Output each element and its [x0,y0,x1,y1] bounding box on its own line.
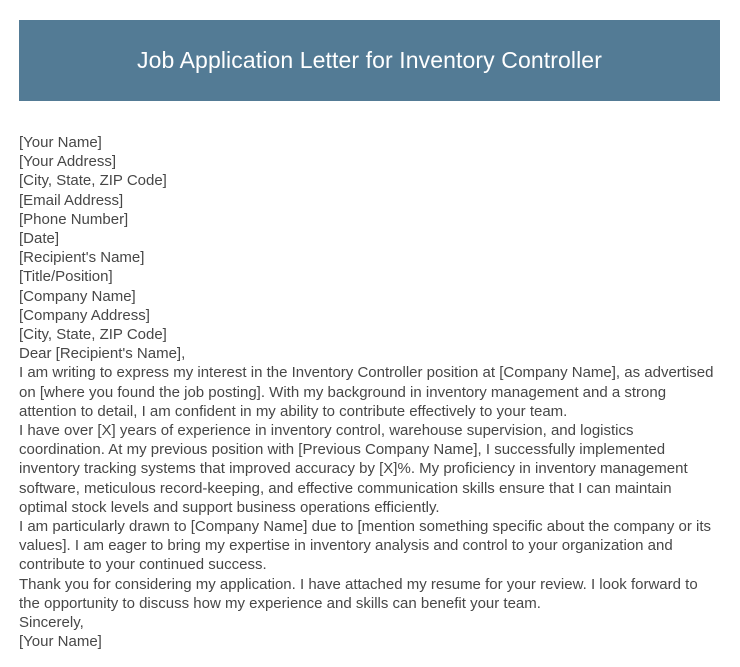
recipient-address-block [19,248,717,344]
body-paragraph-4: Thank you for considering my application. I have attached my resume for your review. I look forward to the opportunity to discuss how my experience and skills can benefit your team. [19,575,698,612]
body-paragraph-2: I have over [X] years of experience in inventory control, warehouse supervision, and logistics coordination. At my previous position with [Previous Company Name], I successfully implemented inventory tracking systems that improved accuracy by [X]%. My proficiency in inventory management software, meticulous record-keeping, and effective communication skills ensure that I can maintain optimal stock levels and support business operations efficiently. [19,422,688,516]
recipient-line-company-address: [Company Address] [19,306,150,324]
body-paragraph-3: I am particularly drawn to [Company Name] due to [mention something specific about the company or its values]. I am eager to bring my expertise in inventory analysis and control to your organization and contribute to your continued success. [19,518,711,574]
letter-body [19,133,717,651]
salutation: Dear [Recipient's Name], [19,345,186,363]
sender-line-date: [Date] [19,230,60,248]
sender-address-block [19,133,717,248]
recipient-line-title: [Title/Position] [19,268,113,286]
document-header-banner [19,20,720,101]
signature-name: [Your Name] [19,633,102,651]
sender-line-address: [Your Address] [19,153,117,171]
sender-line-city-state-zip: [City, State, ZIP Code] [19,172,167,190]
recipient-line-company: [Company Name] [19,287,136,305]
sender-line-name: [Your Name] [19,134,102,151]
sender-line-phone: [Phone Number] [19,210,129,228]
recipient-line-city-state-zip: [City, State, ZIP Code] [19,326,167,344]
page-title: Job Application Letter for Inventory Controller [137,46,602,73]
body-paragraph-1: I am writing to express my interest in the Inventory Controller position at [Company Name], as advertised on [where you found the job posting]. With my background in inventory management and a strong attention to detail, I am confident in my ability to contribute effectively to your team. [19,364,714,420]
closing-salutation: Sincerely, [19,614,84,632]
sender-line-email: [Email Address] [19,191,124,209]
recipient-line-name: [Recipient's Name] [19,249,145,267]
